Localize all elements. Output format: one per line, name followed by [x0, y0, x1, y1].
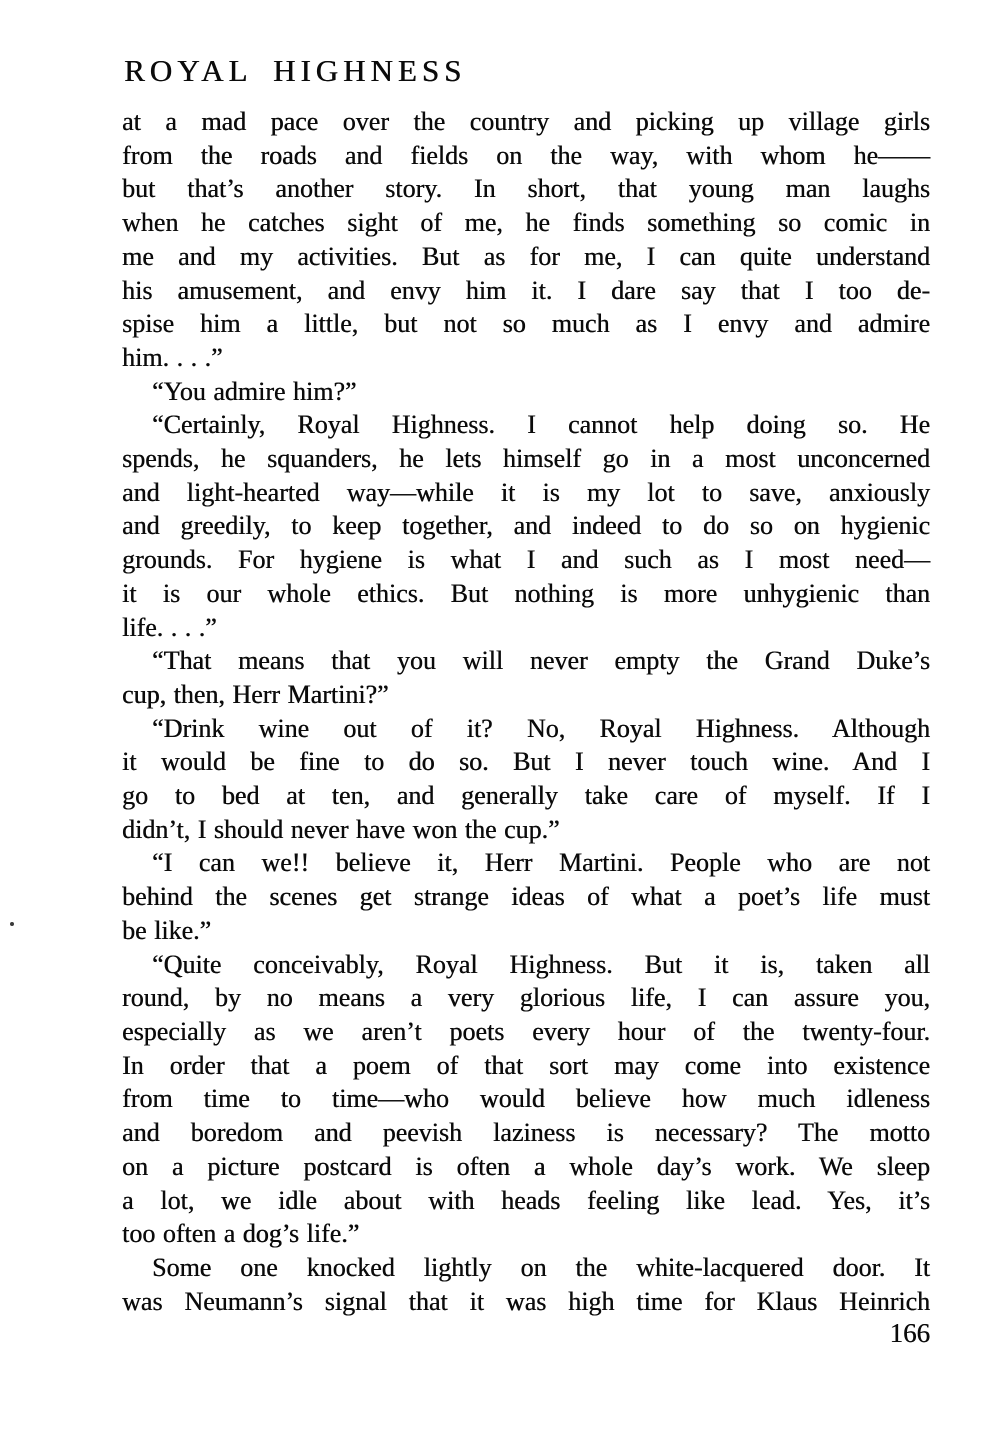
- text-line: him. . . .”: [122, 342, 223, 372]
- text-line: “That means that you will never empty the Grand Duke’s: [152, 646, 930, 676]
- text-line: grounds. For hygiene is what I and such as I most need—: [122, 545, 930, 575]
- text-line: “I can we!! believe it, Herr Martini. People who are not: [152, 848, 930, 878]
- text-line: it is our whole ethics. But nothing is more unhygienic than: [122, 578, 930, 608]
- text-line: spends, he squanders, he lets himself go in a most unconcerned: [122, 444, 930, 474]
- text-line: “You admire him?”: [152, 376, 357, 406]
- text-line: at a mad pace over the country and picking up village girls: [122, 107, 930, 136]
- text-line: and boredom and peevish laziness is necessary? The motto: [122, 1118, 930, 1148]
- text-line: “Quite conceivably, Royal Highness. But it is, taken all: [152, 949, 930, 979]
- text-line: a lot, we idle about with heads feeling like lead. Yes, it’s: [122, 1185, 930, 1215]
- text-line: life. . . .”: [122, 612, 217, 642]
- running-head-title: ROYAL HIGHNESS: [124, 53, 467, 88]
- text-line: be like.”: [122, 915, 212, 945]
- text-line: round, by no means a very glorious life, I can assure you,: [122, 983, 930, 1013]
- text-line: and greedily, to keep together, and indeed to do so on hygienic: [122, 511, 930, 541]
- scan-speck-artifact: [10, 922, 14, 926]
- text-line: from time to time—who would believe how much idleness: [122, 1084, 930, 1114]
- page-text: [122, 105, 930, 1318]
- page-number: 166: [889, 1318, 930, 1348]
- text-line: spise him a little, but not so much as I envy and admire: [122, 309, 930, 339]
- text-line: from the roads and fields on the way, with whom he——: [122, 140, 930, 170]
- text-line: Some one knocked lightly on the white-lacquered door. It: [152, 1252, 930, 1282]
- text-line: too often a dog’s life.”: [122, 1219, 360, 1249]
- text-line: was Neumann’s signal that it was high time for Klaus Heinrich: [122, 1286, 930, 1316]
- text-line: but that’s another story. In short, that young man laughs: [122, 174, 930, 204]
- text-line: cup, then, Herr Martini?”: [122, 679, 389, 709]
- text-line: behind the scenes get strange ideas of what a poet’s life must: [122, 882, 930, 912]
- text-line: on a picture postcard is often a whole day’s work. We sleep: [122, 1151, 930, 1181]
- text-line: when he catches sight of me, he finds something so comic in: [122, 208, 930, 238]
- text-line: “Drink wine out of it? No, Royal Highness. Although: [152, 713, 930, 743]
- text-line: “Certainly, Royal Highness. I cannot help doing so. He: [152, 410, 930, 440]
- text-line: his amusement, and envy him it. I dare say that I too de-: [122, 275, 930, 305]
- text-line: and light-hearted way—while it is my lot to save, anxiously: [122, 477, 930, 507]
- text-line: didn’t, I should never have won the cup.”: [122, 814, 560, 844]
- text-line: go to bed at ten, and generally take care of myself. If I: [122, 781, 930, 811]
- text-line: it would be fine to do so. But I never touch wine. And I: [122, 747, 930, 777]
- text-line: especially as we aren’t poets every hour of the twenty-four.: [122, 1016, 930, 1046]
- text-line: In order that a poem of that sort may come into existence: [122, 1050, 930, 1080]
- text-line: me and my activities. But as for me, I can quite understand: [122, 241, 930, 271]
